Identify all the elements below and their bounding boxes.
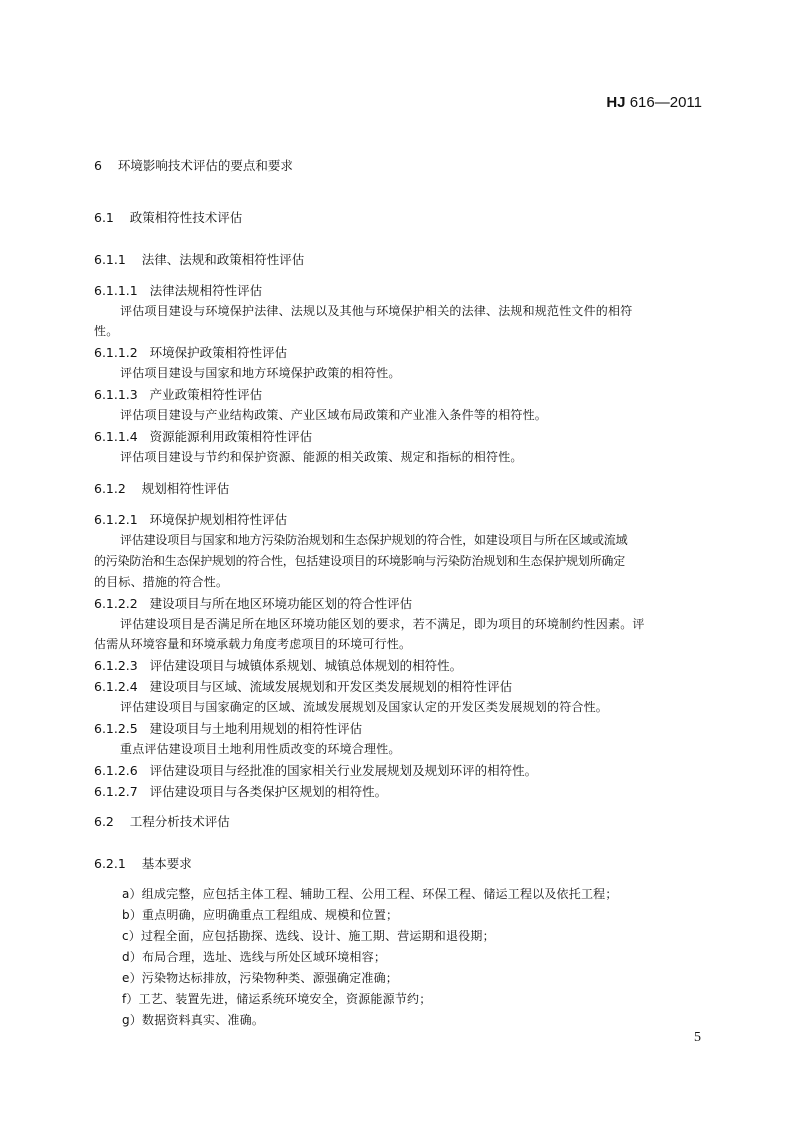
clause-title: 评估建设项目与城镇体系规划、城镇总体规划的相符性。: [149, 658, 463, 673]
clause-6-1-2-4-body: 评估建设项目与国家确定的区域、流域发展规划及国家认定的开发区类发展规划的符合性。: [120, 700, 609, 714]
section-6-heading: [94, 156, 293, 174]
list-item: e）污染物达标排放，污染物种类、源强确定准确；: [122, 971, 398, 985]
clause-6-1-1-2: [94, 343, 287, 361]
clause-6-1-2-1-body-cont: 的污染防治和生态保护规划的符合性，包括建设项目的环境影响与污染防治规划和生态保护规划所确定: [94, 554, 626, 568]
section-title: 法律、法规和政策相符性评估: [141, 252, 305, 267]
clause-6-1-1-4-body: 评估项目建设与节约和保护资源、能源的相关政策、规定和指标的相符性。: [120, 450, 523, 464]
clause-title: 环境保护政策相符性评估: [149, 345, 288, 360]
clause-6-1-1-2-body: 评估项目建设与国家和地方环境保护政策的相符性。: [120, 366, 401, 380]
clause-title: 资源能源利用政策相符性评估: [149, 429, 313, 444]
section-number: 6.1.2: [94, 481, 126, 496]
standard-prefix: HJ: [606, 94, 626, 111]
clause-6-1-1-1-body-cont: 性。: [94, 324, 119, 338]
clause-number: 6.1.2.1: [94, 512, 138, 527]
section-number: 6: [94, 158, 102, 173]
section-number: 6.2: [94, 814, 114, 829]
clause-6-1-2-4: [94, 677, 512, 695]
clause-number: 6.1.1.3: [94, 387, 138, 402]
standard-number: 616—2011: [629, 94, 702, 111]
section-title: 规划相符性评估: [141, 481, 230, 496]
clause-6-1-2-1-body: 评估建设项目与国家和地方污染防治规划和生态保护规划的符合性，如建设项目与所在区域或流域: [120, 533, 628, 547]
clause-6-1-2-3: [94, 656, 462, 674]
clause-title: 建设项目与区域、流域发展规划和开发区类发展规划的相符性评估: [149, 679, 513, 694]
clause-6-1-2-1-body-end: 的目标、措施的符合性。: [94, 575, 229, 589]
clause-number: 6.1.1.4: [94, 429, 138, 444]
section-number: 6.1: [94, 210, 114, 225]
clause-6-1-1-1-body: 评估项目建设与环境保护法律、法规以及其他与环境保护相关的法律、法规和规范性文件的相符: [120, 304, 633, 318]
section-title: 环境影响技术评估的要点和要求: [117, 158, 293, 173]
page-number: 5: [694, 1030, 701, 1045]
clause-6-1-1-3-body: 评估项目建设与产业结构政策、产业区域布局政策和产业准入条件等的相符性。: [120, 408, 548, 422]
section-6-1-2-heading: [94, 479, 229, 497]
clause-6-1-2-6: [94, 761, 537, 779]
list-item: a）组成完整，应包括主体工程、辅助工程、公用工程、环保工程、储运工程以及依托工程；: [122, 887, 618, 901]
clause-number: 6.1.2.5: [94, 721, 138, 736]
list-item: c）过程全面，应包括勘探、选线、设计、施工期、营运期和退役期；: [122, 929, 495, 943]
section-title: 工程分析技术评估: [129, 814, 230, 829]
clause-6-1-1-4: [94, 427, 312, 445]
clause-title: 评估建设项目与经批准的国家相关行业发展规划及规划环评的相符性。: [149, 763, 538, 778]
clause-title: 环境保护规划相符性评估: [149, 512, 288, 527]
clause-6-1-2-2-body: 评估建设项目是否满足所在地区环境功能区划的要求，若不满足，即为项目的环境制约性因素。评: [120, 617, 645, 631]
section-6-2-heading: [94, 812, 230, 830]
clause-title: 评估建设项目与各类保护区规划的相符性。: [149, 784, 388, 799]
clause-title: 建设项目与土地利用规划的相符性评估: [149, 721, 363, 736]
section-title: 基本要求: [141, 856, 192, 871]
list-item: b）重点明确，应明确重点工程组成、规模和位置；: [122, 908, 399, 922]
section-6-2-1-heading: [94, 854, 192, 872]
list-item: f）工艺、装置先进，储运系统环境安全，资源能源节约；: [122, 992, 432, 1006]
section-number: 6.2.1: [94, 856, 126, 871]
list-item: d）布局合理，选址、选线与所处区域环境相容；: [122, 950, 387, 964]
clause-6-1-2-2-body-cont: 估需从环境容量和环境承载力角度考虑项目的环境可行性。: [94, 637, 412, 651]
clause-6-1-2-7: [94, 782, 387, 800]
clause-title: 建设项目与所在地区环境功能区划的符合性评估: [149, 596, 413, 611]
clause-number: 6.1.2.3: [94, 658, 138, 673]
clause-6-1-1-1: [94, 281, 262, 299]
section-number: 6.1.1: [94, 252, 126, 267]
clause-title: 产业政策相符性评估: [149, 387, 263, 402]
section-6-1-heading: [94, 208, 242, 226]
standard-code-header: [606, 94, 702, 111]
clause-6-1-2-2: [94, 594, 412, 612]
clause-number: 6.1.2.2: [94, 596, 138, 611]
clause-number: 6.1.2.6: [94, 763, 138, 778]
clause-number: 6.1.1.1: [94, 283, 138, 298]
clause-title: 法律法规相符性评估: [149, 283, 263, 298]
clause-6-1-2-1: [94, 510, 287, 528]
section-6-1-1-heading: [94, 250, 304, 268]
clause-6-1-1-3: [94, 385, 262, 403]
clause-number: 6.1.2.7: [94, 784, 138, 799]
section-title: 政策相符性技术评估: [129, 210, 243, 225]
clause-number: 6.1.2.4: [94, 679, 138, 694]
list-item: g）数据资料真实、准确。: [122, 1013, 265, 1027]
clause-6-1-2-5-body: 重点评估建设项目土地利用性质改变的环境合理性。: [120, 742, 401, 756]
clause-6-1-2-5: [94, 719, 362, 737]
clause-number: 6.1.1.2: [94, 345, 138, 360]
